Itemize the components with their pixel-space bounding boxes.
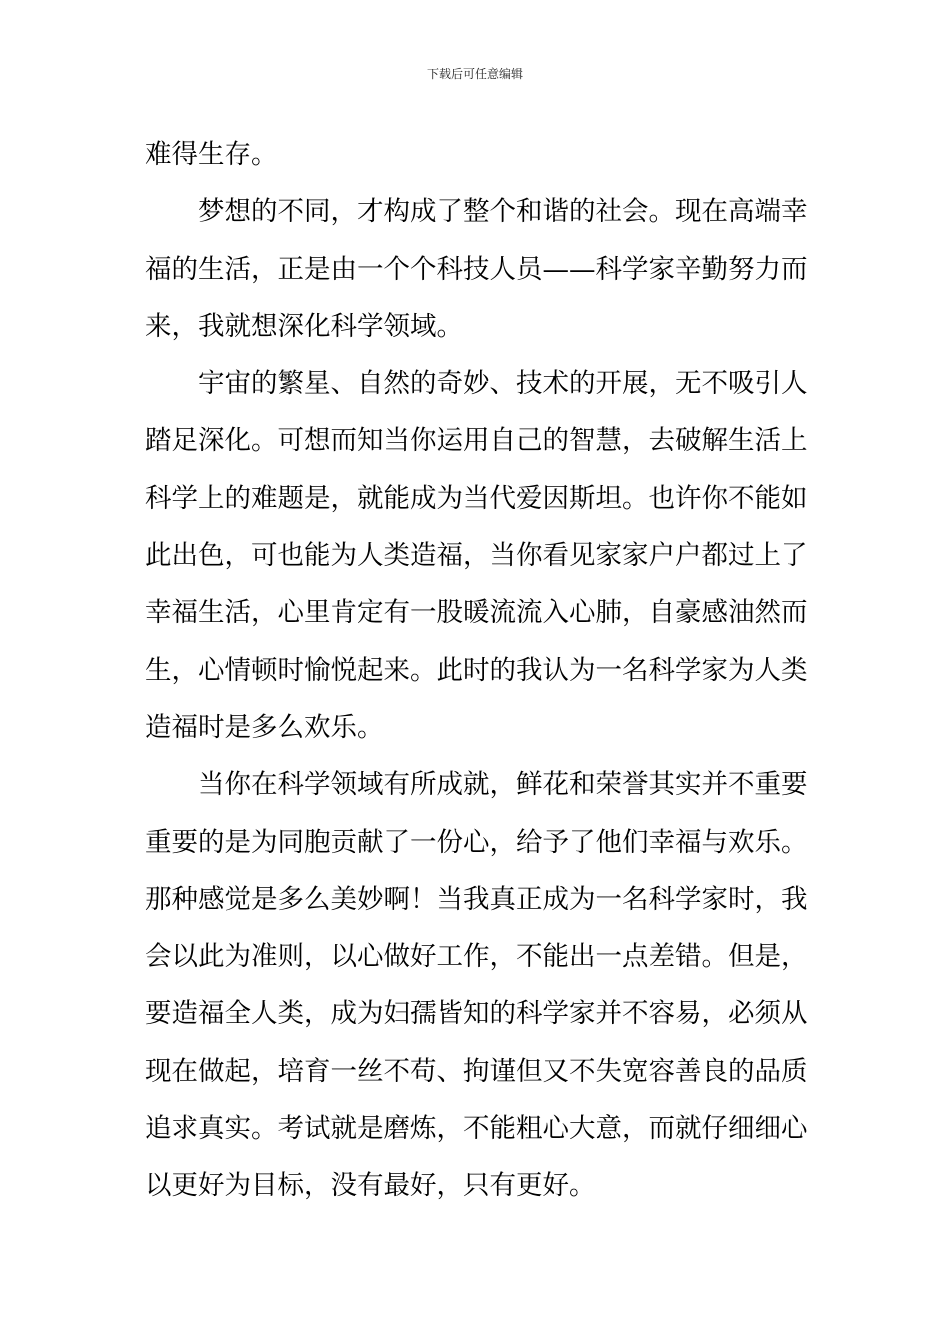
text-line: 造福时是多么欢乐。 <box>145 711 384 743</box>
text-line: 宇宙的繁星、自然的奇妙、技术的开展，无不吸引人 <box>198 368 808 400</box>
text-line: 生，心情顿时愉悦起来。此时的我认为一名科学家为人类 <box>145 654 808 686</box>
text-line: 会以此为准则，以心做好工作，不能出一点差错。但是， <box>145 941 808 973</box>
page-header: 下载后可任意编辑 <box>426 67 523 81</box>
text-line: 此出色，可也能为人类造福，当你看见家家户户都过上了 <box>145 540 808 572</box>
text-line: 幸福生活，心里肯定有一股暖流流入心肺，自豪感油然而 <box>145 597 808 629</box>
text-line: 现在做起，培育一丝不苟、拘谨但又不失宽容善良的品质 <box>145 1055 808 1087</box>
text-line: 当你在科学领域有所成就，鲜花和荣誉其实并不重要 <box>198 769 808 801</box>
text-line: 难得生存。 <box>145 139 278 170</box>
body-text <box>145 126 809 1215</box>
text-line: 以更好为目标，没有最好，只有更好。 <box>145 1170 596 1202</box>
text-line: 科学上的难题是，就能成为当代爱因斯坦。也许你不能如 <box>145 482 808 514</box>
text-line: 来，我就想深化科学领域。 <box>145 310 463 342</box>
text-line: 重要的是为同胞贡献了一份心，给予了他们幸福与欢乐。 <box>145 826 808 858</box>
text-line: 追求真实。考试就是磨炼，不能粗心大意，而就仔细细心 <box>145 1113 808 1145</box>
text-line: 踏足深化。可想而知当你运用自己的智慧，去破解生活上 <box>145 425 808 457</box>
text-line: 梦想的不同，才构成了整个和谐的社会。现在高端幸 <box>198 196 808 228</box>
text-line: 福的生活，正是由一个个科技人员——科学家辛勤努力而 <box>145 253 808 285</box>
text-line: 那种感觉是多么美妙啊！当我真正成为一名科学家时，我 <box>145 883 808 915</box>
text-line: 要造福全人类，成为妇孺皆知的科学家并不容易，必须从 <box>145 998 808 1030</box>
